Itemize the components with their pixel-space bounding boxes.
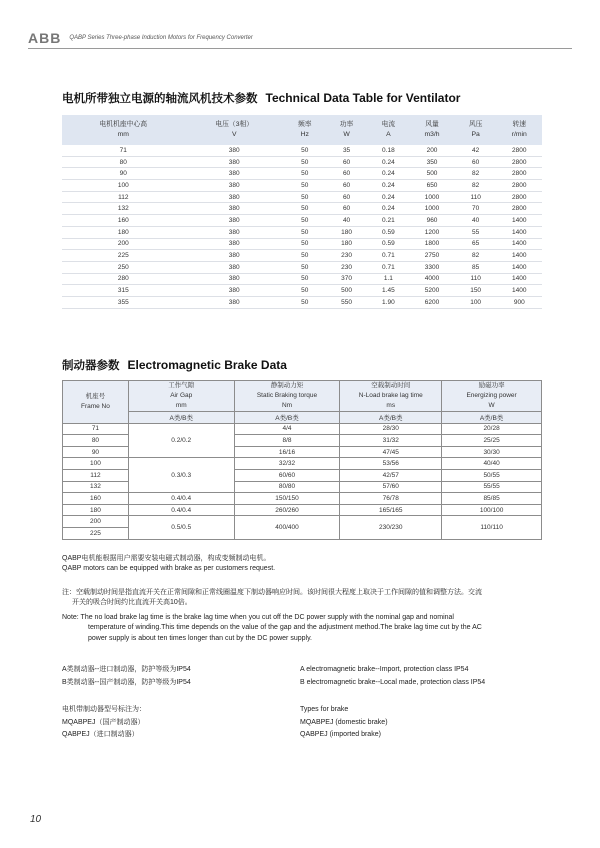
brake-power: 20/28 (442, 423, 542, 435)
ventilator-cell: 1400 (497, 261, 542, 273)
brake-header-frame (63, 381, 129, 424)
brake-class-label: A类/B类 (128, 412, 234, 424)
brake-frame: 112 (63, 469, 129, 481)
note-en-line: Note: The no load brake lag time is the brake lag time when you cut off the DC power supply with the nominal gap and nominal (62, 614, 454, 621)
ventilator-row (62, 273, 542, 285)
ventilator-cell: 380 (185, 203, 284, 215)
ventilator-cell: 2800 (497, 203, 542, 215)
brake-header-lag-en: N-Load brake lag time (358, 392, 423, 399)
ventilator-header-cell (326, 115, 368, 145)
brake-header-airgap-unit: mm (175, 402, 187, 409)
header-unit: V (231, 131, 237, 138)
brake-lag: 165/165 (340, 504, 442, 516)
ventilator-cell: 110 (455, 273, 497, 285)
ventilator-cell: 0.24 (367, 168, 409, 180)
header-unit: W (343, 131, 350, 138)
ventilator-cell: 380 (185, 250, 284, 262)
ventilator-row (62, 296, 542, 308)
ventilator-cell: 60 (326, 168, 368, 180)
ventilator-header-cell (497, 115, 542, 145)
brake-class-label: A类/B类 (442, 412, 542, 424)
ventilator-cell: 60 (326, 191, 368, 203)
brake-row (63, 516, 542, 528)
ventilator-cell: 2800 (497, 156, 542, 168)
ventilator-cell: 225 (62, 250, 185, 262)
ventilator-cell: 180 (326, 238, 368, 250)
ventilator-cell: 100 (62, 180, 185, 192)
ventilator-cell: 110 (455, 191, 497, 203)
brake-lag: 57/60 (340, 481, 442, 493)
ventilator-cell: 180 (326, 226, 368, 238)
brake-frame: 160 (63, 493, 129, 505)
brake-power: 85/85 (442, 493, 542, 505)
brake-power: 25/25 (442, 435, 542, 447)
ventilator-cell: 40 (326, 215, 368, 227)
header-unit: r/min (511, 131, 527, 138)
types-cn-title: 电机带制动器型号标注为： (62, 706, 146, 713)
ventilator-cell: 40 (455, 215, 497, 227)
brake-header-torque-unit: Nm (281, 402, 293, 409)
ventilator-cell: 50 (284, 168, 326, 180)
ventilator-cell: 500 (326, 285, 368, 297)
header-label: 风量 (425, 121, 439, 128)
brake-frame: 200 (63, 516, 129, 528)
ventilator-cell: 150 (455, 285, 497, 297)
ventilator-cell: 2800 (497, 191, 542, 203)
header-label: 电流 (381, 121, 396, 128)
ventilator-cell: 380 (185, 226, 284, 238)
brake-power: 50/55 (442, 469, 542, 481)
ventilator-cell: 1.1 (367, 273, 409, 285)
brake-row (63, 423, 542, 435)
ventilator-cell: 50 (284, 250, 326, 262)
ventilator-cell: 0.71 (367, 261, 409, 273)
ventilator-cell: 355 (62, 296, 185, 308)
ventilator-cell: 0.24 (367, 180, 409, 192)
brake-airgap: 0.4/0.4 (128, 493, 234, 505)
brake-lag: 230/230 (340, 516, 442, 539)
types-en-item: MQABPEJ (domestic brake) (300, 718, 388, 726)
ventilator-cell: 70 (455, 203, 497, 215)
brake-power: 30/30 (442, 446, 542, 458)
brake-torque: 8/8 (234, 435, 340, 447)
ventilator-cell: 112 (62, 191, 185, 203)
ventilator-cell: 1400 (497, 215, 542, 227)
class-b-cn: B类制动器--国产制动器，防护等级为IP54 (62, 678, 191, 686)
brake-torque: 80/80 (234, 481, 340, 493)
brake-types-cn (62, 704, 146, 742)
ventilator-cell: 65 (455, 238, 497, 250)
note-en-line: power supply is about ten times longer than cut by the DC power supply. (88, 634, 312, 642)
ventilator-cell: 0.71 (367, 250, 409, 262)
brake-types-en (300, 704, 388, 742)
ventilator-cell: 1400 (497, 238, 542, 250)
header-unit: mm (117, 131, 129, 138)
brake-frame: 71 (63, 423, 129, 435)
brake-header-torque-cn: 静制动力矩 (270, 382, 304, 389)
brake-power: 40/40 (442, 458, 542, 470)
header-label: 转速 (512, 121, 527, 128)
ventilator-cell: 1000 (409, 191, 454, 203)
ventilator-cell: 60 (455, 156, 497, 168)
ventilator-cell: 315 (62, 285, 185, 297)
ventilator-cell: 280 (62, 273, 185, 285)
ventilator-cell: 380 (185, 145, 284, 156)
brake-header-row (63, 381, 542, 412)
brake-airgap: 0.3/0.3 (128, 458, 234, 493)
ventilator-cell: 1400 (497, 273, 542, 285)
header-unit: Hz (300, 131, 309, 138)
brake-lag: 47/45 (340, 446, 442, 458)
ventilator-cell: 200 (62, 238, 185, 250)
ventilator-cell: 1.90 (367, 296, 409, 308)
ventilator-row (62, 203, 542, 215)
ventilator-row (62, 238, 542, 250)
header-unit: A (386, 131, 391, 138)
brake-torque: 400/400 (234, 516, 340, 539)
ventilator-cell: 50 (284, 296, 326, 308)
brake-torque: 16/16 (234, 446, 340, 458)
intro-paragraph (62, 554, 552, 575)
ventilator-row (62, 168, 542, 180)
ventilator-cell: 60 (326, 180, 368, 192)
brake-power: 55/55 (442, 481, 542, 493)
brake-lag: 76/78 (340, 493, 442, 505)
ventilator-cell: 2750 (409, 250, 454, 262)
intro-en: QABP motors can be equipped with brake as per customers request. (62, 565, 276, 573)
ventilator-cell: 50 (284, 285, 326, 297)
ventilator-cell: 90 (62, 168, 185, 180)
ventilator-cell: 1400 (497, 250, 542, 262)
ventilator-cell: 380 (185, 238, 284, 250)
ventilator-cell: 55 (455, 226, 497, 238)
note-cn-line: 开关的吸合时间约比直流开关高10倍。 (72, 599, 192, 607)
ventilator-section-title (62, 90, 460, 106)
brake-title-en: Electromagnetic Brake Data (127, 358, 287, 372)
ventilator-cell: 380 (185, 156, 284, 168)
brake-class-row (63, 412, 542, 424)
brake-frame: 180 (63, 504, 129, 516)
ventilator-cell: 132 (62, 203, 185, 215)
ventilator-cell: 160 (62, 215, 185, 227)
ventilator-row (62, 261, 542, 273)
ventilator-header-row (62, 115, 542, 145)
brake-table (62, 380, 542, 540)
types-cn-item: MQABPEJ（国产制动器） (62, 718, 145, 726)
brake-frame: 80 (63, 435, 129, 447)
ventilator-cell: 180 (62, 226, 185, 238)
ventilator-header-cell (62, 115, 185, 145)
ventilator-title-en: Technical Data Table for Ventilator (265, 91, 461, 105)
ventilator-cell: 0.59 (367, 226, 409, 238)
brake-section-title (62, 357, 287, 373)
brake-header-lag (340, 381, 442, 412)
header-label: 风压 (468, 121, 483, 128)
ventilator-cell: 230 (326, 250, 368, 262)
note-cn (62, 588, 552, 609)
brake-power: 110/110 (442, 516, 542, 539)
ventilator-cell: 50 (284, 203, 326, 215)
ventilator-cell: 1000 (409, 203, 454, 215)
ventilator-cell: 60 (326, 203, 368, 215)
ventilator-cell: 4000 (409, 273, 454, 285)
ventilator-cell: 380 (185, 180, 284, 192)
brake-header-lag-unit: ms (386, 402, 396, 409)
ventilator-cell: 50 (284, 215, 326, 227)
ventilator-table (62, 115, 542, 309)
note-cn-line: 注：空载制动时间是指直流开关在正常间隙和正常线圈温度下制动器响应时间。该时间很大程度上取决于工作间隙的值和调整方法。交流 (62, 589, 482, 596)
ventilator-cell: 380 (185, 215, 284, 227)
ventilator-cell: 380 (185, 261, 284, 273)
types-cn-item: QABPEJ（进口制动器） (62, 731, 139, 738)
ventilator-cell: 50 (284, 180, 326, 192)
ventilator-cell: 50 (284, 226, 326, 238)
ventilator-cell: 50 (284, 273, 326, 285)
ventilator-cell: 1400 (497, 226, 542, 238)
brake-frame: 90 (63, 446, 129, 458)
ventilator-cell: 1200 (409, 226, 454, 238)
brake-class-cn (62, 664, 191, 689)
header-unit: m3/h (424, 131, 440, 138)
note-en-line: temperature of winding.This time depends on the value of the gap and the adjustment method.The brake lag time cut by the AC (88, 624, 482, 632)
brake-header-frame-cn: 机座号 (85, 392, 106, 400)
ventilator-cell: 380 (185, 191, 284, 203)
brake-airgap: 0.4/0.4 (128, 504, 234, 516)
ventilator-cell: 1800 (409, 238, 454, 250)
header-label: 电机机座中心高 (99, 121, 148, 128)
header-label: 频率 (297, 121, 312, 128)
brake-torque: 60/60 (234, 469, 340, 481)
brake-header-airgap-en: Air Gap (170, 392, 193, 399)
ventilator-cell: 80 (62, 156, 185, 168)
brake-header-torque-en: Static Braking torque (256, 392, 318, 399)
brake-header-power-unit: W (488, 402, 495, 409)
ventilator-cell: 1400 (497, 285, 542, 297)
brake-frame: 100 (63, 458, 129, 470)
ventilator-header-cell (185, 115, 284, 145)
ventilator-cell: 2800 (497, 180, 542, 192)
brake-torque: 150/150 (234, 493, 340, 505)
class-a-en: A electromagnetic brake--Import, protection class IP54 (300, 666, 469, 673)
ventilator-cell: 6200 (409, 296, 454, 308)
ventilator-cell: 370 (326, 273, 368, 285)
brake-header-airgap (128, 381, 234, 412)
header-divider (28, 48, 572, 49)
ventilator-cell: 380 (185, 296, 284, 308)
ventilator-cell: 3300 (409, 261, 454, 273)
ventilator-cell: 200 (409, 145, 454, 156)
header-unit: Pa (471, 131, 480, 138)
brake-row (63, 504, 542, 516)
brake-header-frame-en: Frame No (80, 402, 110, 410)
ventilator-cell: 0.24 (367, 203, 409, 215)
ventilator-row (62, 215, 542, 227)
note-en (62, 613, 552, 644)
class-b-en: B electromagnetic brake--Local made, protection class IP54 (300, 678, 486, 686)
ventilator-cell: 85 (455, 261, 497, 273)
brake-header-power-en: Energizing power (466, 392, 517, 399)
brake-header-power-cn: 励磁功率 (478, 382, 505, 389)
brake-class-label: A类/B类 (234, 412, 340, 424)
brake-header-torque (234, 381, 340, 412)
brake-title-cn: 制动器参数 (62, 358, 120, 372)
page-number: 10 (30, 814, 42, 825)
ventilator-row (62, 180, 542, 192)
brake-torque: 260/260 (234, 504, 340, 516)
ventilator-header-cell (284, 115, 326, 145)
ventilator-cell: 0.21 (367, 215, 409, 227)
brake-class-label: A类/B类 (340, 412, 442, 424)
ventilator-cell: 35 (326, 145, 368, 156)
brake-row (63, 458, 542, 470)
ventilator-cell: 50 (284, 261, 326, 273)
header-subtitle: QABP Series Three-phase Induction Motors for Frequency Converter (69, 35, 253, 41)
ventilator-row (62, 250, 542, 262)
ventilator-cell: 50 (284, 238, 326, 250)
abb-logo: ABB (28, 30, 62, 46)
ventilator-cell: 500 (409, 168, 454, 180)
ventilator-cell: 50 (284, 145, 326, 156)
header-label: 功率 (339, 121, 354, 128)
ventilator-header-cell (367, 115, 409, 145)
brake-header-lag-cn: 空载制动时间 (371, 382, 411, 389)
ventilator-cell: 960 (409, 215, 454, 227)
brake-frame: 225 (63, 527, 129, 539)
types-en-item: QABPEJ (imported brake) (300, 731, 381, 738)
ventilator-cell: 380 (185, 168, 284, 180)
ventilator-row (62, 285, 542, 297)
ventilator-cell: 50 (284, 156, 326, 168)
ventilator-cell: 0.18 (367, 145, 409, 156)
class-a-cn: A类制动器--进口制动器，防护等级为IP54 (62, 666, 191, 673)
ventilator-cell: 0.24 (367, 191, 409, 203)
ventilator-cell: 230 (326, 261, 368, 273)
ventilator-row (62, 156, 542, 168)
types-en-title: Types for brake (300, 706, 349, 713)
ventilator-cell: 82 (455, 250, 497, 262)
ventilator-cell: 71 (62, 145, 185, 156)
brake-header-power (442, 381, 542, 412)
ventilator-cell: 100 (455, 296, 497, 308)
ventilator-cell: 380 (185, 273, 284, 285)
ventilator-cell: 42 (455, 145, 497, 156)
ventilator-cell: 550 (326, 296, 368, 308)
ventilator-cell: 250 (62, 261, 185, 273)
ventilator-cell: 900 (497, 296, 542, 308)
ventilator-cell: 82 (455, 168, 497, 180)
ventilator-cell: 2800 (497, 145, 542, 156)
page-header (28, 30, 253, 46)
brake-torque: 32/32 (234, 458, 340, 470)
ventilator-row (62, 145, 542, 156)
ventilator-cell: 60 (326, 156, 368, 168)
brake-lag: 28/30 (340, 423, 442, 435)
ventilator-title-cn: 电机所带独立电源的轴流风机技术参数 (62, 91, 258, 105)
brake-lag: 42/57 (340, 469, 442, 481)
brake-lag: 53/56 (340, 458, 442, 470)
brake-row (63, 493, 542, 505)
brake-power: 100/100 (442, 504, 542, 516)
intro-cn: QABP电机能根据用户需要安装电磁式制动器，构成变频制动电机。 (62, 555, 271, 562)
ventilator-cell: 0.24 (367, 156, 409, 168)
ventilator-header-cell (455, 115, 497, 145)
ventilator-cell: 2800 (497, 168, 542, 180)
ventilator-cell: 50 (284, 191, 326, 203)
brake-airgap: 0.5/0.5 (128, 516, 234, 539)
brake-class-en (300, 664, 485, 689)
header-label: 电压（3相） (215, 121, 254, 128)
ventilator-cell: 82 (455, 180, 497, 192)
ventilator-cell: 650 (409, 180, 454, 192)
brake-torque: 4/4 (234, 423, 340, 435)
ventilator-row (62, 226, 542, 238)
ventilator-cell: 350 (409, 156, 454, 168)
ventilator-cell: 0.59 (367, 238, 409, 250)
brake-header-airgap-cn: 工作气隙 (168, 382, 195, 389)
ventilator-header-cell (409, 115, 454, 145)
brake-airgap: 0.2/0.2 (128, 423, 234, 458)
ventilator-cell: 1.45 (367, 285, 409, 297)
ventilator-cell: 5200 (409, 285, 454, 297)
ventilator-row (62, 191, 542, 203)
ventilator-cell: 380 (185, 285, 284, 297)
brake-frame: 132 (63, 481, 129, 493)
brake-lag: 31/32 (340, 435, 442, 447)
